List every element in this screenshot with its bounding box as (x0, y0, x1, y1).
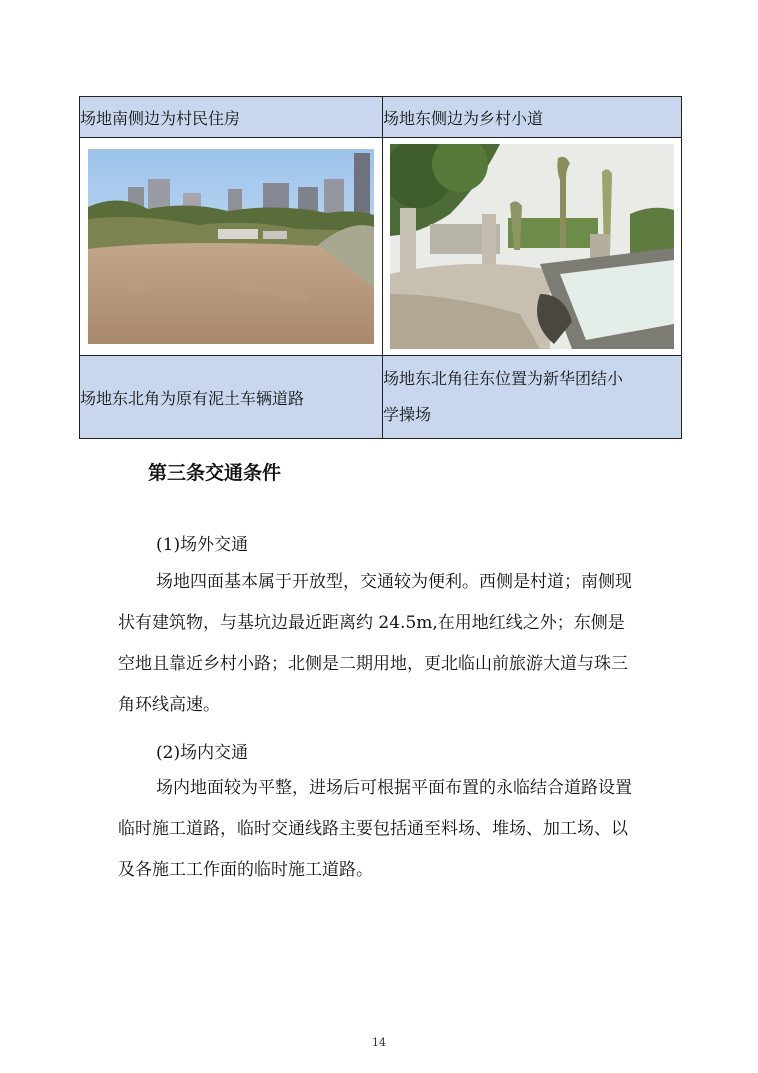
caption-northeast-dirt-road: 场地东北角为原有泥土车辆道路 (80, 356, 383, 439)
caption-northeast-school-field-line1: 场地东北角往东位置为新华团结小 (383, 369, 624, 388)
page-number: 14 (372, 1036, 386, 1049)
paragraph-internal-traffic: 场内地面较为平整，进场后可根据平面布置的永临结合道路设置临时施工道路，临时交通线路主要包括通至料场、堆场、加工场、以及各施工工作面的临时施工道路。 (118, 778, 632, 880)
photo-cell-south (80, 138, 383, 356)
paragraph-external-traffic: 场地四面基本属于开放型，交通较为便利。西侧是村道；南侧现状有建筑物，与基坑边最近距离约 24.5m,在用地红线之外；东侧是空地且靠近乡村小路；北侧是二期用地，更北临山前旅游大道与珠三角环线高速。 (118, 572, 632, 715)
caption-south-houses: 场地南侧边为村民住房 (80, 97, 383, 138)
site-photo-table (79, 96, 682, 439)
photo-south-village-houses (88, 149, 374, 344)
subheading-external-traffic: (1)场外交通 (156, 535, 249, 555)
photo-east-village-lane (390, 144, 674, 349)
subheading-internal-traffic: (2)场内交通 (156, 743, 249, 763)
caption-northeast-school-field-line2: 学操场 (383, 405, 432, 424)
caption-east-lane: 场地东侧边为乡村小道 (383, 97, 682, 138)
caption-northeast-school-field (383, 356, 682, 439)
section-heading: 第三条交通条件 (148, 462, 282, 484)
photo-cell-east (383, 138, 682, 356)
